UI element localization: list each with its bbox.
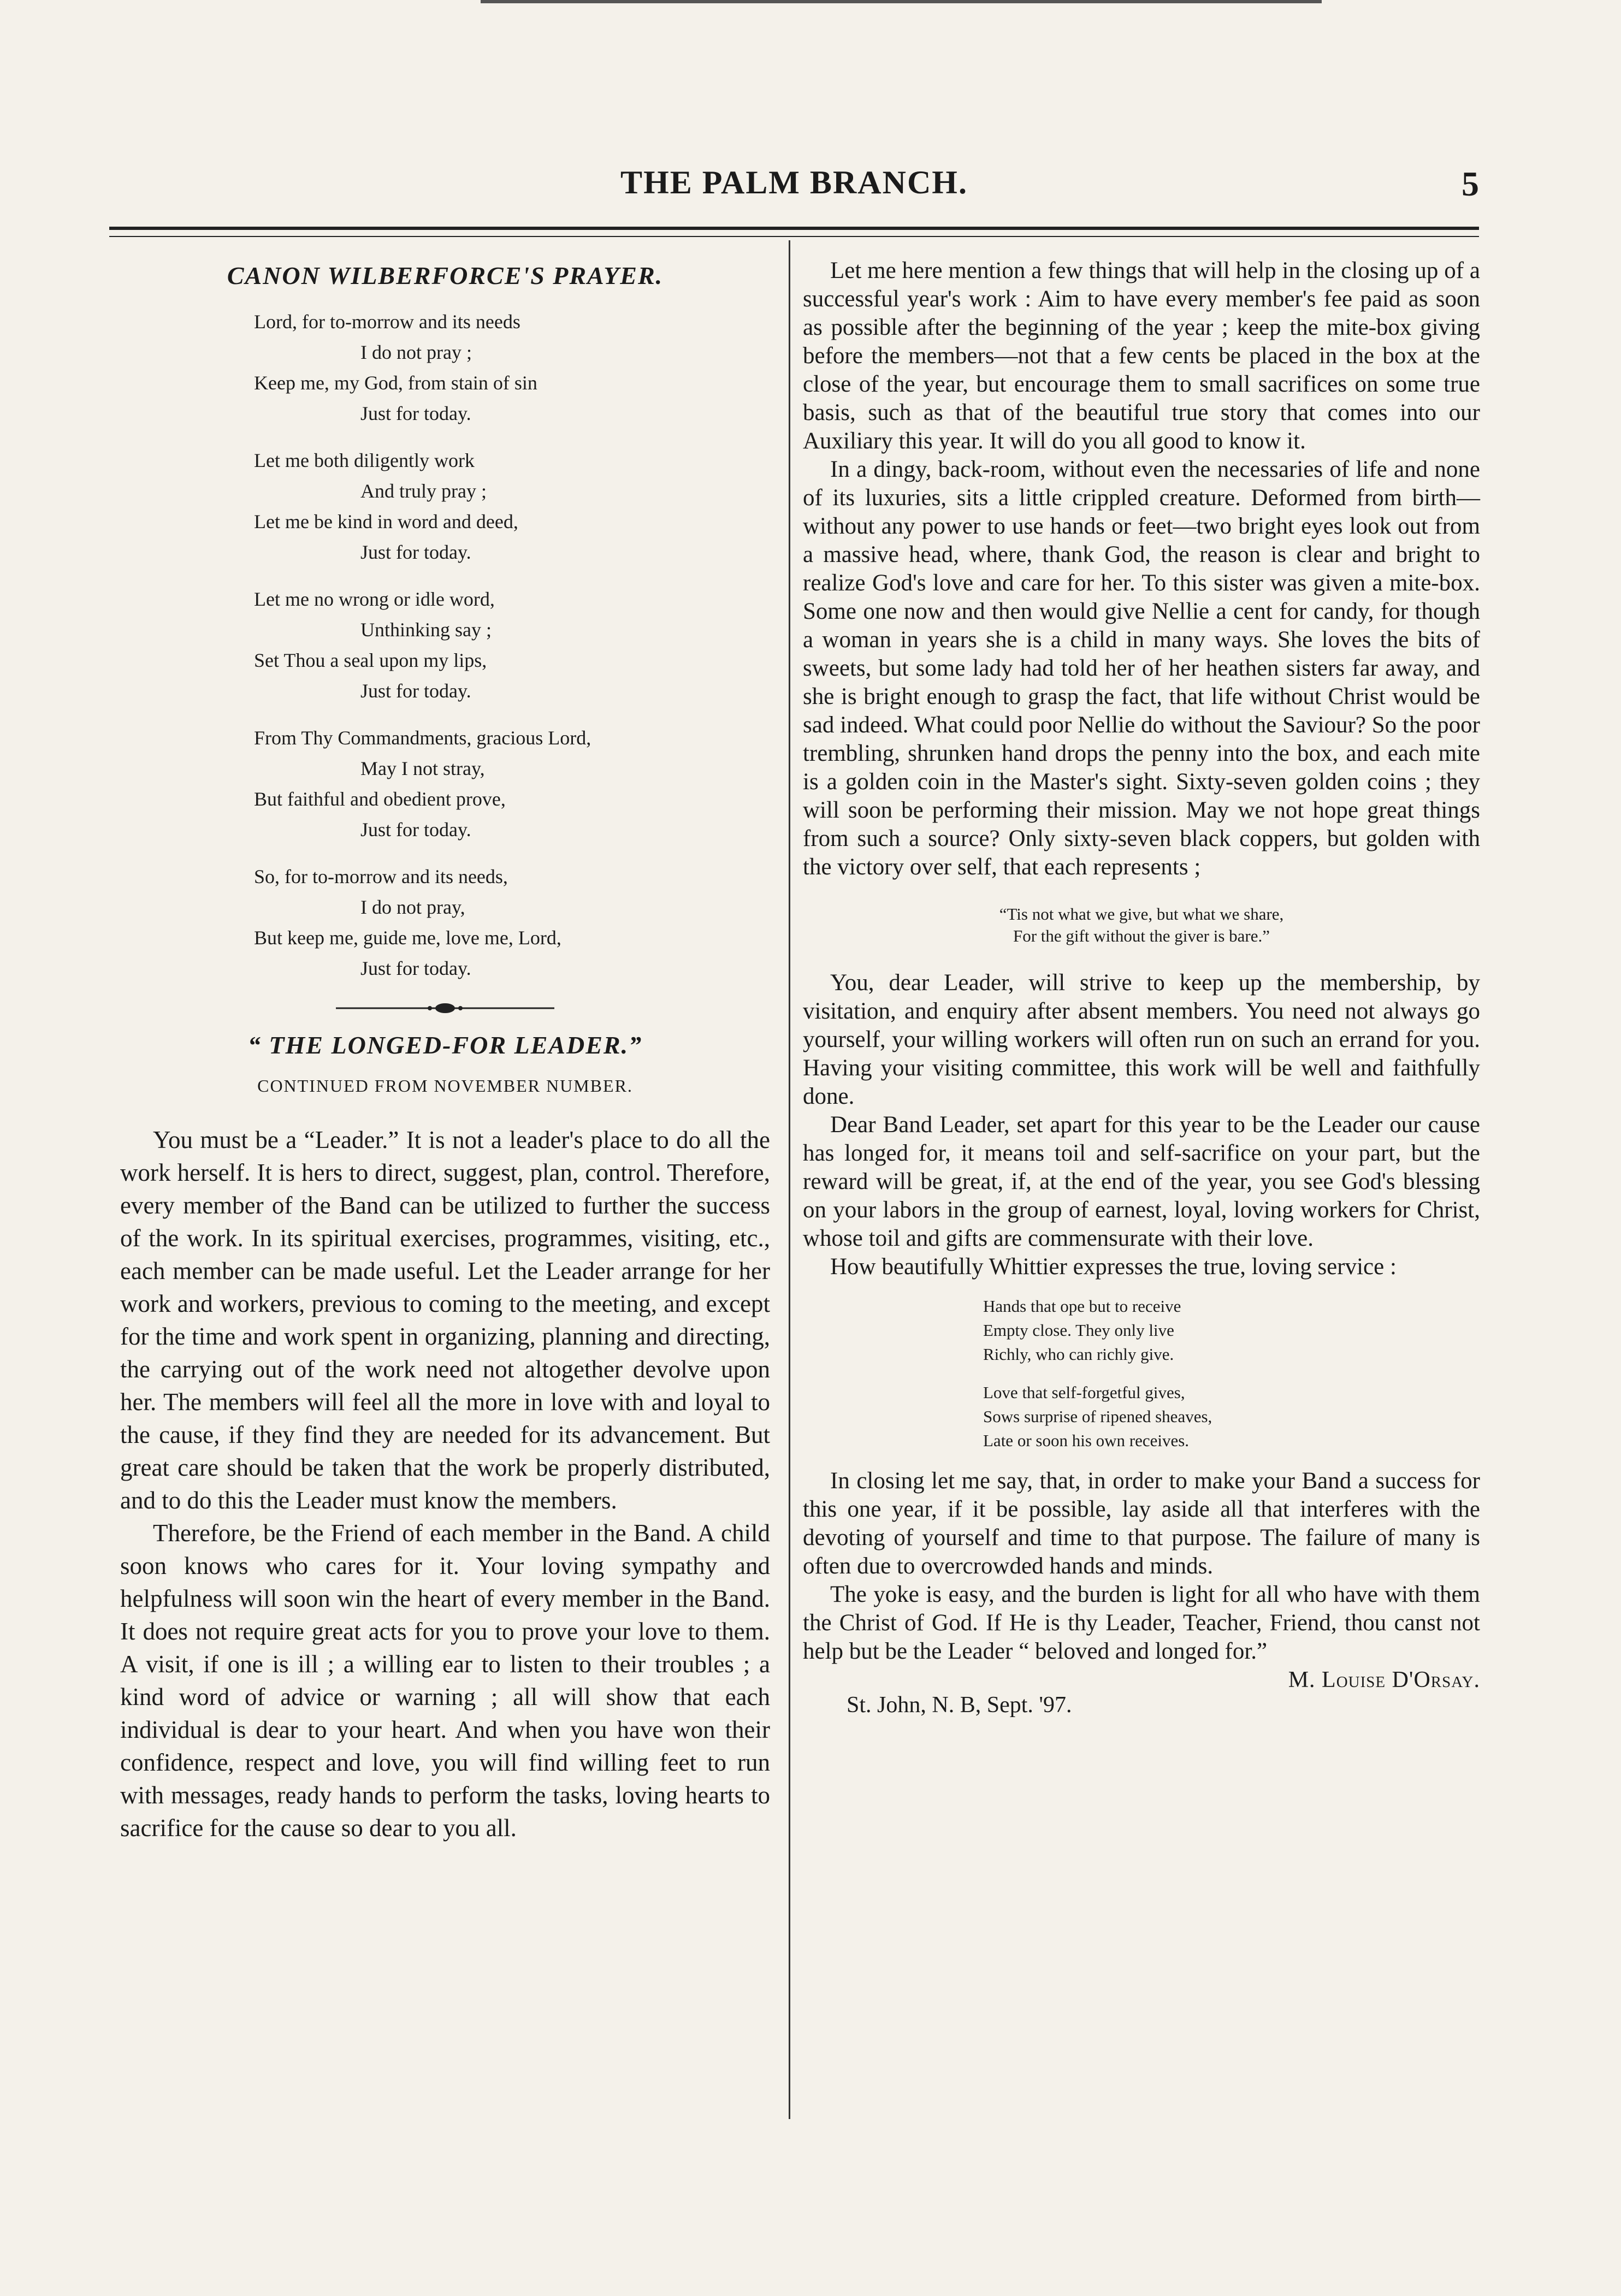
poem-line: Just for today. (360, 541, 471, 563)
top-edge-rule (481, 0, 1322, 3)
poem-line: Let me no wrong or idle word, (254, 588, 495, 610)
poem-line: Just for today. (360, 957, 471, 979)
column-divider (789, 240, 790, 2119)
paragraph: You, dear Leader, will strive to keep up the membership, by visitation, and enquiry after absent members. You need not always go yourself, your willing workers will often run on such an errand for you. Having your visiting committee, this work will be well and faithfully done. (803, 970, 1480, 1109)
dateline: St. John, N. B, Sept. '97. (847, 1693, 1072, 1718)
poem-stanza (254, 584, 770, 706)
paragraph: Let me here mention a few things that will help in the closing up of a successful year's work : Aim to have every member's fee paid as soon as possible after the beginning of the year ; keep the mite-box giving before the members—not that a few cents be placed in the box at the close of the year, but encourage them to small sacrifices on some true basis, such as that of the beautiful true story that comes into our Auxiliary this year. It will do you all good to know it. (803, 258, 1480, 454)
verse-line: Sows surprise of ripened sheaves, (983, 1407, 1212, 1426)
paragraph: Dear Band Leader, set apart for this year to be the Leader our cause has longed for, it means toil and self-sacrifice on your part, but the reward will be great, if, at the end of the year, you see God's blessing on your labors in the group of earnest, loyal, loving workers for Christ, whose toil and gifts are commensurate with their love. (803, 1112, 1480, 1251)
author-signature: M. Louise D'Orsay. (1288, 1667, 1480, 1693)
poem-line: Let me be kind in word and deed, (254, 511, 518, 532)
article-title: “ THE LONGED-FOR LEADER.” (247, 1031, 643, 1059)
poem-title: CANON WILBERFORCE'S PRAYER. (227, 262, 664, 289)
quote-line: For the gift without the giver is bare.” (1013, 926, 1270, 945)
header-rule-thin (109, 236, 1479, 237)
poem-line: Just for today. (360, 819, 471, 841)
paragraph: Therefore, be the Friend of each member in the Band. A child soon knows who cares for it. Your loving sympathy and helpfulness will soon win the heart of every member in the Band. It does not require great acts for you to prove your love to them. A visit, if one is ill ; a willing ear to listen to their troubles ; a kind word of advice or warning ; all will show that each individual is dear to your heart. And when you have won their confidence, respect and love, you will find willing feet to run with messages, ready hands to perform the tasks, loving hearts to sacrifice for the cause so dear to you all. (120, 1519, 770, 1842)
poem-line: Keep me, my God, from stain of sin (254, 372, 537, 394)
poem-body (254, 306, 770, 984)
poem-stanza (254, 445, 770, 567)
verse-block (983, 1381, 1480, 1453)
verse-line: Richly, who can richly give. (983, 1345, 1174, 1364)
poem-stanza (254, 723, 770, 845)
page-header (109, 164, 1479, 213)
verse-line: Hands that ope but to receive (983, 1297, 1181, 1316)
poem-line: May I not stray, (360, 758, 485, 779)
poem-stanza (254, 306, 770, 429)
poem-stanza (254, 861, 770, 984)
poem-line: But keep me, guide me, love me, Lord, (254, 927, 561, 949)
paragraph: The yoke is easy, and the burden is light for all who have with them the Christ of God. If He is thy Leader, Teacher, Friend, thou canst not help but be the Leader “ beloved and longed for.” (803, 1582, 1480, 1664)
poem-line: But faithful and obedient prove, (254, 788, 506, 810)
couplet-quote (803, 903, 1480, 947)
poem-line: Let me both diligently work (254, 449, 475, 471)
verse-block (983, 1294, 1480, 1366)
ornament-divider (336, 1000, 554, 1016)
poem-line: Set Thou a seal upon my lips, (254, 649, 487, 671)
article-subtitle: CONTINUED FROM NOVEMBER NUMBER. (257, 1076, 633, 1096)
quote-line: “Tis not what we give, but what we share, (999, 904, 1284, 924)
masthead: THE PALM BRANCH. (620, 164, 968, 200)
poem-line: Just for today. (360, 403, 471, 424)
verse-line: Empty close. They only live (983, 1321, 1174, 1340)
poem-line: Just for today. (360, 680, 471, 702)
poem-line: And truly pray ; (360, 480, 487, 502)
article-body-left (120, 1123, 770, 1844)
verse-line: Late or soon his own receives. (983, 1431, 1190, 1450)
poem-line: From Thy Commandments, gracious Lord, (254, 727, 591, 749)
poem-line: I do not pray, (360, 896, 465, 918)
whittier-verse (983, 1294, 1480, 1453)
poem-line: I do not pray ; (360, 341, 472, 363)
poem-line: Unthinking say ; (360, 619, 492, 641)
page-number: 5 (1462, 164, 1479, 203)
poem-line: So, for to-morrow and its needs, (254, 866, 508, 887)
article-body-right (803, 257, 1480, 1719)
paragraph: In a dingy, back-room, without even the necessaries of life and none of its luxuries, sits a little crippled creature. Deformed from birth—without any power to use hands or feet—two bright eyes look out from a massive head, where, thank God, the reason is clear and bright to realize God's love and care for her. To this sister was given a mite-box. Some one now and then would give Nellie a cent for candy, for though a woman in years she is a child in many ways. She loves the bits of sweets, but some lady had told her of her heathen sisters far away, and she is bright enough to grasp the fact, that life without Christ would be sad indeed. What could poor Nellie do without the Saviour? So the poor trembling, shrunken hand drops the penny into the box, and each mite is a golden coin in the Master's sight. Sixty-seven golden coins ; they will soon be performing their mission. May we not hope great things from such a source? Only sixty-seven black coppers, but golden with the victory over self, that each represents ; (803, 457, 1480, 880)
poem-line: Lord, for to-morrow and its needs (254, 311, 520, 333)
right-column (803, 257, 1480, 1719)
paragraph: In closing let me say, that, in order to make your Band a success for this one year, if it be possible, lay aside all that interferes with the devoting of yourself and time to that purpose. The failure of many is often due to overcrowded hands and minds. (803, 1468, 1480, 1579)
left-column (120, 257, 770, 1844)
paragraph: You must be a “Leader.” It is not a leader's place to do all the work herself. It is hers to direct, suggest, plan, control. Therefore, every member of the Band can be utilized to further the success of the work. In its spiritual exercises, programmes, visiting, etc., each member can be made useful. Let the Leader arrange for her work and workers, previous to coming to the meeting, and except for the time and work spent in organizing, planning and directing, the carrying out of the work need not altogether devolve upon her. The members will feel all the more in love with and loyal to the cause, if they find they are needed for its advancement. But great care should be taken that the work be properly distributed, and to do this the Leader must know the members. (120, 1126, 770, 1514)
verse-line: Love that self-forgetful gives, (983, 1383, 1185, 1402)
paragraph: How beautifully Whittier expresses the true, loving service : (830, 1254, 1397, 1280)
header-rule-thick (109, 227, 1479, 230)
